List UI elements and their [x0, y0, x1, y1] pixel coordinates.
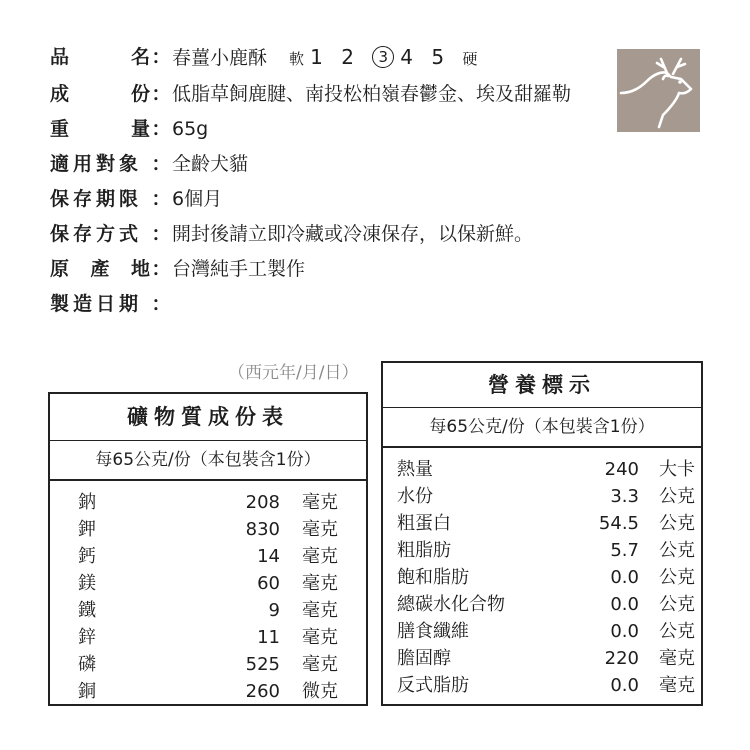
product-info — [50, 44, 610, 326]
hardness-label: 軟 — [289, 50, 305, 68]
nutrition-row: 粗脂肪 5.7 公克 — [397, 540, 695, 561]
nutrition-title: 營養標示 — [383, 363, 701, 408]
nutrition-row: 水份 3.3 公克 — [397, 486, 695, 507]
label-storage: 保存方式 — [50, 223, 143, 245]
nutrition-row: 膳食纖維 0.0 公克 — [397, 621, 695, 642]
label-target: 適用對象 — [50, 153, 143, 175]
value-origin: 台灣純手工製作 — [172, 258, 306, 280]
row-origin: 原 產 地 ： 台灣純手工製作 — [50, 256, 610, 282]
nutrition-row: 反式脂肪 0.0 毫克 — [397, 675, 695, 696]
nutrition-items — [383, 448, 701, 699]
mineral-row: 鎂 60 毫克 — [78, 573, 338, 594]
mineral-row: 磷 525 毫克 — [78, 654, 338, 675]
value-name: 春薑小鹿酥 軟 1 2 3 4 5 硬 — [172, 45, 478, 69]
row-shelf: 保存期限 ： 6個月 — [50, 186, 610, 212]
label-date: 製造日期 — [50, 293, 143, 315]
hardness-end: 硬 — [462, 50, 478, 68]
mineral-row: 鉀 830 毫克 — [78, 519, 338, 540]
nutrition-row: 總碳水化合物 0.0 公克 — [397, 594, 695, 615]
nutrition-row: 粗蛋白 54.5 公克 — [397, 513, 695, 534]
minerals-title: 礦物質成份表 — [50, 394, 366, 441]
nutrition-serving: 每65公克/份（本包裝含1份） — [383, 408, 701, 448]
row-storage: 保存方式 ： 開封後請立即冷藏或冷凍保存，以保新鮮。 — [50, 221, 610, 247]
mineral-row: 銅 260 微克 — [78, 681, 338, 702]
mineral-row: 鋅 11 毫克 — [78, 627, 338, 648]
value-storage: 開封後請立即冷藏或冷凍保存，以保新鮮。 — [172, 223, 534, 245]
minerals-serving: 每65公克/份（本包裝含1份） — [50, 441, 366, 481]
nutrition-row: 飽和脂肪 0.0 公克 — [397, 567, 695, 588]
nutrition-row: 熱量 240 大卡 — [397, 459, 695, 480]
hardness-scale: 1 2 3 4 5 — [310, 45, 451, 69]
value-ingredients: 低脂草飼鹿腱、南投松柏嶺春鬱金、埃及甜羅勒 — [172, 83, 572, 105]
mineral-row: 鈉 208 毫克 — [78, 492, 338, 513]
nutrition-row: 膽固醇 220 毫克 — [397, 648, 695, 669]
row-target: 適用對象 ： 全齡犬貓 — [50, 151, 610, 177]
hardness-selected: 3 — [372, 46, 394, 68]
label-name: 品 名 — [50, 46, 150, 68]
row-weight: 重 量 ： 65g — [50, 116, 610, 142]
label-shelf: 保存期限 — [50, 188, 143, 210]
deer-head-icon — [617, 49, 700, 132]
mineral-row: 鐵 9 毫克 — [78, 600, 338, 621]
nutrition-table — [381, 361, 703, 706]
mineral-row: 鈣 14 毫克 — [78, 546, 338, 567]
label-ingredients: 成 份 — [50, 83, 150, 105]
minerals-items — [50, 481, 366, 705]
value-shelf: 6個月 — [172, 188, 223, 210]
label-origin: 原 產 地 — [50, 258, 150, 280]
date-format-note: （西元年/月/日） — [228, 363, 359, 383]
value-target: 全齡犬貓 — [172, 153, 249, 175]
row-date: 製造日期 ： — [50, 293, 171, 315]
label-weight: 重 量 — [50, 118, 150, 140]
row-name: 品 名 ： 春薑小鹿酥 軟 1 2 3 4 5 硬 — [50, 44, 610, 72]
value-weight: 65g — [172, 118, 209, 140]
row-ingredients: 成 份 ： 低脂草飼鹿腱、南投松柏嶺春鬱金、埃及甜羅勒 — [50, 81, 610, 107]
minerals-table — [48, 392, 368, 706]
